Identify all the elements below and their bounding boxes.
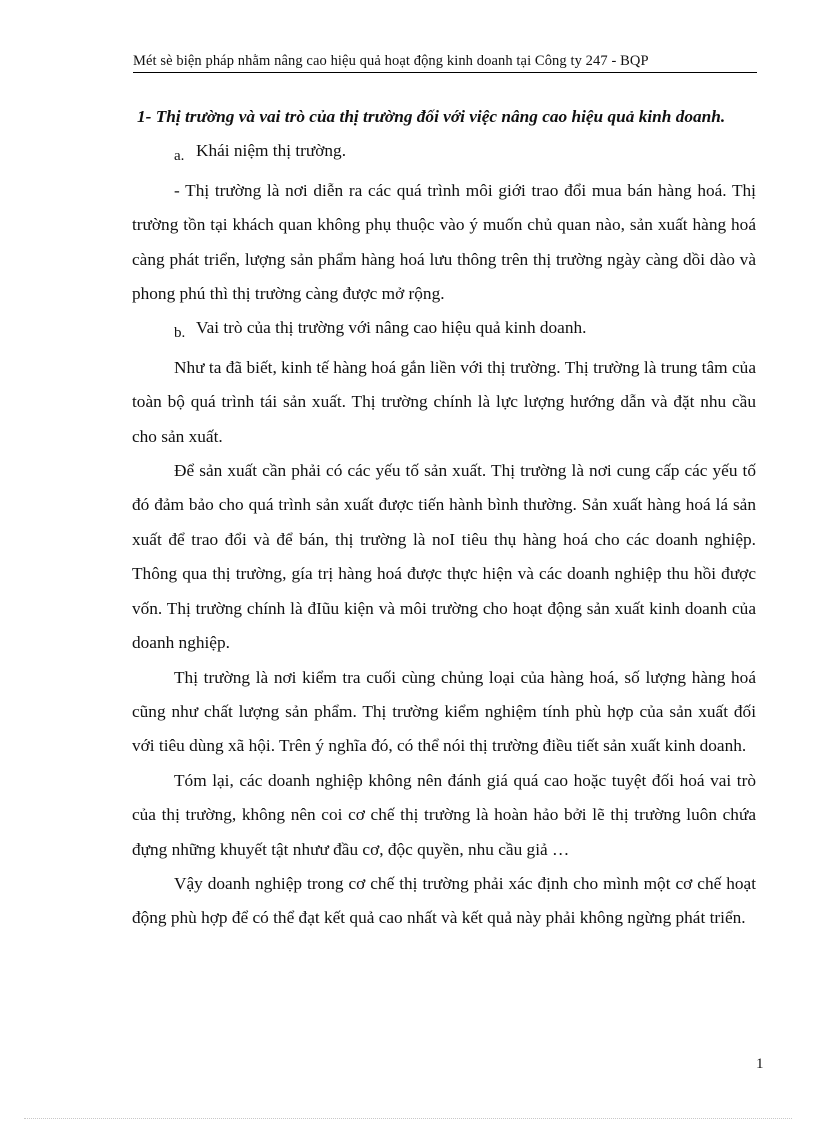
paragraph-conclusion: Vậy doanh nghiệp trong cơ chế thị trường phải xác định cho mình một cơ chế hoạt động phù hợp để có thể đạt kết quả cao nhất và kết quả này phải không ngừng phát triển. [132, 873, 756, 928]
subsection-a-title: Khái niệm thị trường. [196, 141, 347, 161]
subsection-b [132, 311, 756, 350]
running-header: Mét sè biện pháp nhằm nâng cao hiệu quả hoạt động kinh doanh tại Công ty 247 - BQP [133, 52, 757, 73]
page-bottom-divider [24, 1118, 792, 1119]
body-text [132, 100, 756, 936]
subsection-a [132, 134, 756, 173]
paragraph-summary: Tóm lại, các doanh nghiệp không nên đánh giá quá cao hoặc tuyệt đối hoá vai trò của thị trường, không nên coi cơ chế thị trường là hoàn hảo bởi lẽ thị trường luôn chứa đựng những khuyết tật nhưư đầu cơ, độc quyền, nhu cầu giả … [132, 770, 756, 859]
section-title: 1- Thị trường và vai trò của thị trường đối với việc nâng cao hiệu quả kinh doanh. [137, 107, 726, 126]
subsection-a-marker: a. [174, 148, 185, 165]
paragraph-market-role: Như ta đã biết, kinh tế hàng hoá gắn liền với thị trường. Thị trường là trung tâm của toàn bộ quá trình tái sản xuất. Thị trường chính là lực lượng hướng dẫn và đặt nhu cầu cho sản xuất. [132, 357, 756, 446]
subsection-b-marker: b. [174, 325, 186, 342]
paragraph-production-factors: Để sản xuất cần phải có các yếu tố sản xuất. Thị trường là nơi cung cấp các yếu tố đó đảm bảo cho quá trình sản xuất được tiến hành bình thường. Sản xuất hàng hoá lá sản xuất để trao đổi và để bán, thị trường là noI tiêu thụ hàng hoá cho các doanh nghiệp. Thông qua thị trường, gía trị hàng hoá được thực hiện và các doanh nghiệp thu hồi được vốn. Thị trường chính là đIũu kiện và môi trường cho hoạt động sản xuất kinh doanh của doanh nghiệp. [132, 461, 756, 653]
paragraph-market-inspection: Thị trường là nơi kiểm tra cuối cùng chủng loại của hàng hoá, số lượng hàng hoá cũng như chất lượng sản phẩm. Thị trường kiểm nghiệm tính phù hợp của sản xuất đối với tiêu dùng xã hội. Trên ý nghĩa đó, có thể nói thị trường điều tiết sản xuất kinh doanh. [132, 667, 756, 756]
paragraph-market-definition: - Thị trường là nơi diễn ra các quá trình môi giới trao đổi mua bán hàng hoá. Thị trường tồn tại khách quan không phụ thuộc vào ý muốn chủ quan nào, sản xuất hàng hoá càng phát triển, lượng sản phẩm hàng hoá lưu thông trên thị trường ngày càng dồi dào và phong phú thì thị trường càng được mở rộng. [132, 180, 756, 304]
subsection-b-title: Vai trò của thị trường với nâng cao hiệu quả kinh doanh. [196, 318, 587, 338]
page-number: 1 [756, 1056, 764, 1072]
